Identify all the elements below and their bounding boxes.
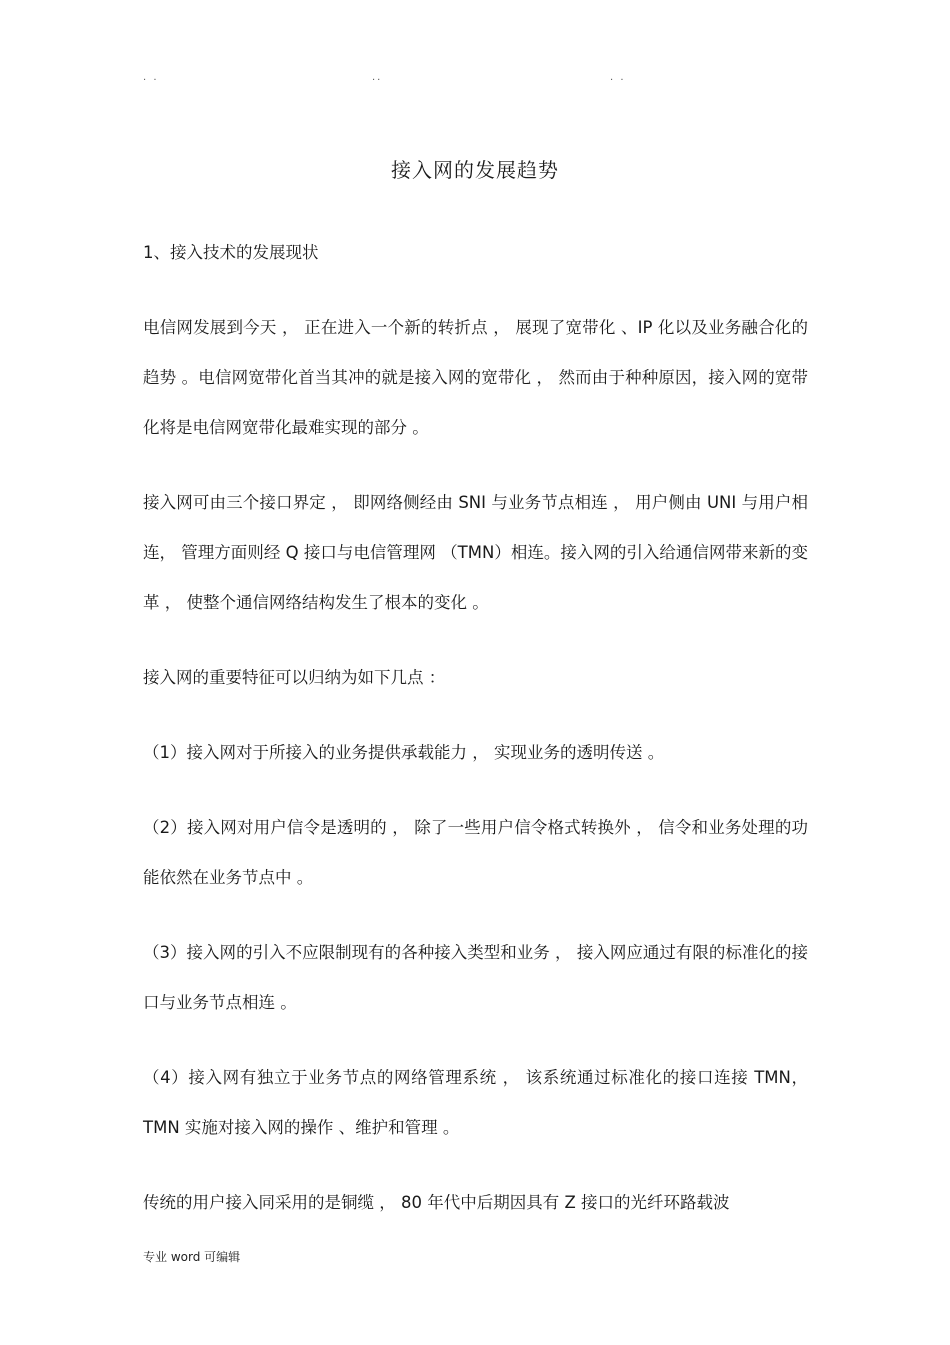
header-mark-right: . . [610, 72, 626, 83]
paragraph-4: 传统的用户接入同采用的是铜缆 ， 80 年代中后期因具有 Z 接口的光纤环路载波 [143, 1193, 730, 1212]
header-mark-middle: .. [372, 72, 383, 83]
list-item-4: （4）接入网有独立于业务节点的网络管理系统 ， 该系统通过标准化的接口连接 TMN，TMN 实施对接入网的操作 、维护和管理 。 [143, 1068, 808, 1137]
document-body [143, 228, 808, 1253]
list-item-2: （2）接入网对用户信令是透明的 ， 除了一些用户信令格式转换外 ， 信令和业务处理的功能依然在业务节点中 。 [143, 818, 808, 887]
paragraph-2: 接入网可由三个接口界定 ， 即网络侧经由 SNI 与业务节点相连 ， 用户侧由 UNI 与用户相连， 管理方面则经 Q 接口与电信管理网 （TMN）相连。接入网的引入给通信网带来新的变革 ， 使整个通信网络结构发生了根本的变化 。 [143, 493, 808, 612]
paragraph-1: 电信网发展到今天 ， 正在进入一个新的转折点 ， 展现了宽带化 、IP 化以及业务融合化的趋势 。电信网宽带化首当其冲的就是接入网的宽带化 ， 然而由于种种原因，接入网的宽带化将是电信网宽带化最难实现的部分 。 [143, 318, 808, 437]
page-title: 接入网的发展趋势 [391, 158, 559, 182]
header-mark-left: . . [143, 72, 159, 83]
list-item-3: （3）接入网的引入不应限制现有的各种接入类型和业务 ， 接入网应通过有限的标准化的接口与业务节点相连 。 [143, 943, 808, 1012]
section-heading: 1、接入技术的发展现状 [143, 243, 319, 262]
paragraph-3: 接入网的重要特征可以归纳为如下几点 ： [143, 668, 446, 687]
page-footer: 专业 word 可编辑 [143, 1250, 241, 1264]
list-item-1: （1）接入网对于所接入的业务提供承载能力 ， 实现业务的透明传送 。 [143, 743, 665, 762]
